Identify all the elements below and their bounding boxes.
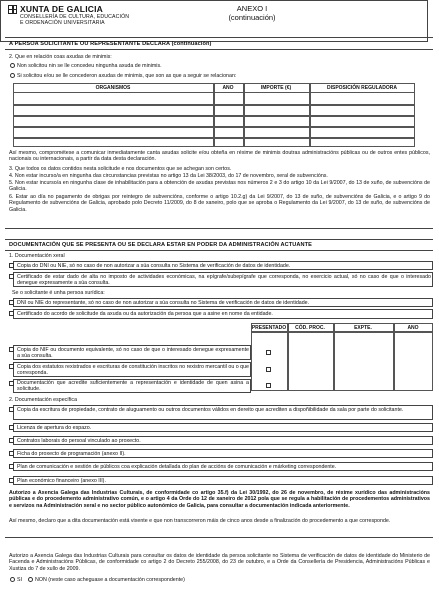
consent-no[interactable] <box>28 577 185 583</box>
doc-property-label: Copia da escritura de propiedade, contrato de aluguamento ou outros documentos válidos en dereito que acrediten a dispoñibilidade da sala por parte do solicitante. <box>17 406 404 413</box>
subsection-specific: 2. Documentación específica <box>9 397 78 403</box>
consent-no-label: NON (neste caso acheguase a documentación correspondente) <box>35 577 185 583</box>
subsection-general: 1. Documentación xeral <box>9 253 65 259</box>
annex-title <box>222 4 282 22</box>
consent-yes-label: SI <box>17 577 23 583</box>
subsection-legal-person: Se o solicitante é unha persoa xurídica: <box>12 290 105 296</box>
checkbox-icon[interactable] <box>9 311 14 316</box>
checkbox-icon[interactable] <box>9 263 14 268</box>
col-divider <box>393 323 395 391</box>
col-ano: ANO <box>407 324 419 331</box>
doc-representation-label: Documentación que acredite suficientemente a representación e identidade de quen asina a solicitude. <box>17 380 249 393</box>
doc-license-label: Licenza de apertura do espazo. <box>17 424 92 431</box>
identity-consent-text: Autorizo a Axencia Galega das Industrias Culturais para consultar os datos de identidade da persoa solicitante no Sistema de verificación de datos de identidade do Ministerio de Facenda e Administracións Públicas, de conformidade co artigo 2 do Decreto 255/2008, do 23 de outubro, e a Orde da Consellería de Presidencia, Administracións Públicas e Xustiza do 7 de xullo de 2009. <box>9 553 430 572</box>
checkbox-icon[interactable] <box>9 478 14 483</box>
doc-dni-label: Copia do DNI ou NIE, só no caso de non autorizar a súa consulta no Sistema de verificación de datos de identidade. <box>17 262 291 269</box>
checkbox-icon[interactable] <box>9 407 14 412</box>
col-ano: ANO <box>222 85 234 91</box>
minimis-option-no-label: Non solicitou nin se lle concedeu ningunha axuda de minimis. <box>17 63 162 69</box>
row-divider <box>13 115 415 117</box>
divider <box>5 250 433 251</box>
doc-communication-label: Plan de comunicación e xestión de públicos coa explicación detallada do plan de accións de comunicación e márketing correspondente. <box>17 463 337 470</box>
row-divider <box>13 126 415 128</box>
col-presentado: PRESENTADO <box>251 324 287 331</box>
declaration-6: 6. Estar ao día no pagamento de obrigas por reintegro de subvencións, conforme o artigo 10.2.g) da Lei 9/2007, do 13 de xuño, de subvencións de Galicia, e o artigo 9 do Regulamento de subvencións de Galicia, aprobado polo Decreto 11/2009, do 8 de xaneiro, polo que se aproba o Regulamento da Lei 9/2007, do 13 de xuño, de subvencións de Galicia. <box>9 194 430 213</box>
checkbox-icon[interactable] <box>9 364 14 369</box>
doc-rep-dni-label: DNI ou NIE do representante, só no caso de non autorizar a súa consulta no Sistema de verificación de datos de identidade. <box>17 299 310 306</box>
validity-declaration: Así mesmo, declaro que a dita documentación está vixente e que non transcorreron máis de cinco anos desde a finalización do procedemento a que corresponde. <box>9 518 391 524</box>
minimis-option-yes-label: Si solicitou e/ou se lle concederon axudas de minimis, que son as que a seguir se relacionan: <box>17 73 237 79</box>
declaration-5: 5. Non estar incurso/a en ningunha clase de inhabilitación para a obtención de axudas previstas nos números 2 e 3 do artigo 10 da Lei 9/2007, do 13 de xuño, de subvencións de Galicia. <box>9 180 430 193</box>
annex-sub: (continuación) <box>228 13 276 22</box>
col-disposicion: DISPOSICIÓN REGULADORA <box>326 85 397 91</box>
divider <box>5 239 433 240</box>
radio-icon[interactable] <box>10 577 15 582</box>
radio-icon[interactable] <box>28 577 33 582</box>
presented-checkbox-icon[interactable] <box>266 383 271 388</box>
section2-title: DOCUMENTACIÓN QUE SE PRESENTA OU SE DECLARA ESTAR EN PODER DA ADMINISTRACIÓN ACTUANTE <box>9 242 313 248</box>
divider <box>5 37 433 38</box>
col-divider <box>287 323 289 391</box>
checkbox-icon[interactable] <box>9 425 14 430</box>
minimis-option-yes[interactable] <box>10 73 236 79</box>
xunta-logo-icon <box>8 5 17 14</box>
divider <box>5 49 433 50</box>
minimis-option-no[interactable] <box>10 63 162 69</box>
col-organismos: ORGANISMOS <box>95 85 131 91</box>
doc-contracts-label: Contratos laborais do persoal vinculado ao proxecto. <box>17 437 141 444</box>
doc-iae-label: Certificado de estar dado de alta no imposto de actividades económicas, na epígrafe/subepígrafe que corresponda, no exercicio actual, só no caso de que o interesado denegue expresamente a súa consulta. <box>17 273 431 286</box>
checkbox-icon[interactable] <box>9 300 14 305</box>
department-name <box>20 14 180 27</box>
col-importe: IMPORTE (€) <box>260 85 292 91</box>
doc-statutes-label: Copia dos estatutos rexistrados e escrituras de constitución inscritos no rexistro mercantil ou o que corresponda. <box>17 363 249 376</box>
annex-label: ANEXO I <box>236 4 268 13</box>
row-divider <box>13 104 415 106</box>
doc-financial-label: Plan económico financeiro (anexo III). <box>17 477 106 484</box>
checkbox-icon[interactable] <box>9 464 14 469</box>
department-line-2: E ORDENACIÓN UNIVERSITARIA <box>20 20 105 27</box>
radio-icon[interactable] <box>10 63 15 68</box>
checkbox-icon[interactable] <box>9 274 14 279</box>
presented-table-body <box>251 332 433 391</box>
minimis-question: 2. Que en relación coas axudas de minimis: <box>9 54 112 60</box>
checkbox-icon[interactable] <box>9 347 14 352</box>
consent-yes[interactable] <box>10 577 22 583</box>
row-divider <box>13 137 415 139</box>
section1-title: A PERSOA SOLICITANTE OU REPRESENTANTE DECLARA (continuación) <box>9 41 212 47</box>
declaration-3: 3. Que todos os datos contidos nesta solicitude e nos documentos que se achegan son certos. <box>9 166 232 172</box>
declaration-4: 4. Non estar incurso/a en ningunha das circunstancias previstas no artigo 13 da Lei 38/2003, do 17 de novembro, xeral de subvencións. <box>9 173 328 179</box>
col-expte: EXPTE. <box>354 324 372 331</box>
checkbox-icon[interactable] <box>9 438 14 443</box>
presented-checkbox-icon[interactable] <box>266 367 271 372</box>
doc-project-label: Ficha do proxecto de programación (anexo II). <box>17 450 126 457</box>
divider <box>5 537 433 538</box>
radio-icon[interactable] <box>10 73 15 78</box>
doc-nif-label: Copia do NIF ou documento equivalente, só no caso de que o interesado denegue expresamente a súa consulta. <box>17 346 249 359</box>
authorization-text: Autorizo a Axencia Galega das Industrias Culturais, de conformidade co artigo 35.f) da Lei 30/1992, do 26 de novembro, de réxime xurídico das administracións públicas e do procedemento administrativo común, e o artigo 4 da Orde do 12 de xaneiro de 2012 pola que se regula a habilitación de procedementos administrativos e servizos na Administración xeral e no sector público autonómico de Galicia, para consultar a documentación indicada anteriormente. <box>9 490 430 509</box>
department-line-1: CONSELLERÍA DE CULTURA, EDUCACIÓN <box>20 14 130 20</box>
col-divider <box>333 323 335 391</box>
checkbox-icon[interactable] <box>9 381 14 386</box>
divider <box>5 228 433 229</box>
col-cod-proc: CÓD. PROC. <box>295 324 325 331</box>
minimis-commitment: Así mesmo, comprométese a comunicar inmediatamente canta axudas solicite e/ou obteña en réxime de minimis doutras administracións públicas ou de outros entes públicos, nacionais ou internacionais, a partir da data desta declaración. <box>9 150 430 163</box>
doc-agreement-label: Certificado do acordo de solicitude da axuda ou da autorización da persoa que a asine en nome da entidade. <box>17 311 273 317</box>
checkbox-icon[interactable] <box>9 451 14 456</box>
org-name: XUNTA DE GALICIA <box>20 4 104 14</box>
presented-checkbox-icon[interactable] <box>266 350 271 355</box>
